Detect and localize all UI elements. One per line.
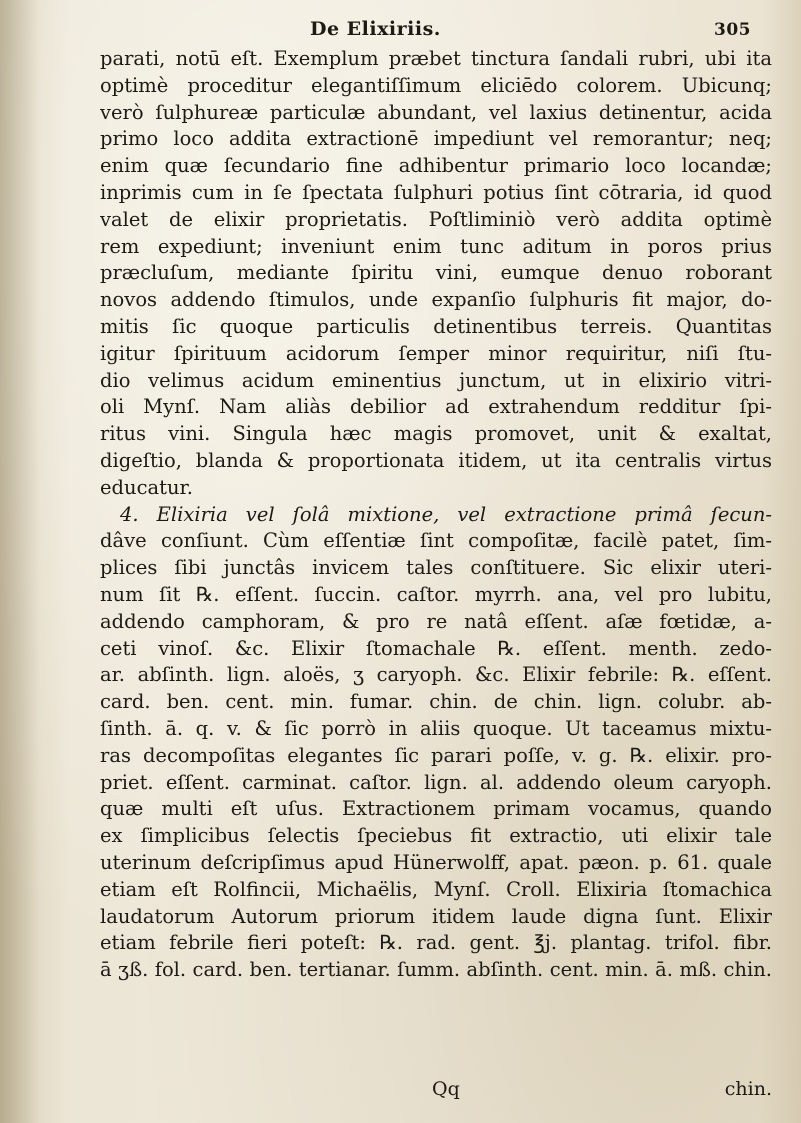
text-line: ſinth. ā. q. v. & ſic porrò in aliis quoque. Ut taceamus mixtu- [100,716,772,740]
text-line: verò ſulphureæ particulæ abundant, vel laxius detinentur, acida [100,100,772,124]
text-line: rem expediunt; inveniunt enim tunc aditum in poros prius [100,234,772,258]
text-line: præcluſum, mediante ſpiritu vini, eumque denuo roborant [100,261,772,285]
text-line: priet. eſſent. carminat. caſtor. lign. al. addendo oleum caryoph. [100,770,772,794]
section-heading-line: 4. Elixiria vel ſolâ mixtione, vel extractione primâ ſecun- [120,502,772,526]
text-line: oli Mynſ. Nam aliàs debilior ad extrahendum redditur ſpi- [100,395,772,419]
text-line: laudatorum Autorum priorum itidem laude digna ſunt. Elixir [100,904,772,928]
text-line: primo loco addita extractionē impediunt vel remorantur; neq; [100,127,772,151]
text-line: novos addendo ſtimulos, unde expanſio ſulphuris fit major, do- [100,288,772,312]
page-header [100,14,756,48]
page-footer [100,1078,772,1106]
text-line: num ſit ℞. eſſent. ſuccin. caſtor. myrrh. ana, vel pro lubitu, [100,582,772,606]
signature-mark: Qq [432,1078,460,1100]
text-line: uterinum deſcripſimus apud Hünerwolff, apat. pæon. p. 61. quale [100,850,772,874]
text-line: card. ben. cent. min. fumar. chin. de chin. lign. colubr. ab- [100,690,772,714]
page-number: 305 [714,20,751,40]
text-line: enim quæ ſecundario fine adhibentur primario loco locandæ; [100,154,772,178]
text-line: educatur. [100,475,193,499]
text-line: etiam febrile fieri poteſt: ℞. rad. gent. ℥j. plantag. trifol. fibr. [100,931,772,955]
text-line: etiam eſt Rolfincii, Michaëlis, Mynſ. Croll. Elixiria ſtomachica [100,877,772,901]
text-line: ex ſimplicibus ſelectis ſpeciebus fit extractio, uti elixir tale [100,824,772,848]
text-line: inprimis cum in ſe ſpectata ſulphuri potius ſint cōtraria, id quod [100,180,772,204]
running-head: De Elixiriis. [310,18,441,40]
text-line: ritus vini. Singula hæc magis promovet, unit & exaltat, [100,422,772,446]
text-line: ceti vinoſ. &c. Elixir ſtomachale ℞. eſſent. menth. zedo- [100,636,772,660]
text-line: ar. abſinth. lign. aloës, ʒ caryoph. &c. Elixir febrile: ℞. eſſent. [100,663,772,687]
text-line: digeſtio, blanda & proportionata itidem, ut ita centralis virtus [100,448,772,472]
text-line: mitis ſic quoque particulis detinentibus terreis. Quantitas [100,314,772,338]
body-text [100,46,772,984]
text-line: ā ʒß. fol. card. ben. tertianar. ſumm. abſinth. cent. min. ā. mß. chin. [100,958,772,982]
text-line: plices ſibi junctâs invicem tales conſtituere. Sic elixir uteri- [100,556,772,580]
text-line: dio velimus acidum eminentius junctum, ut in elixirio vitri- [100,368,772,392]
text-line: optimè proceditur elegantiſſimum eliciēdo colorem. Ubicunq; [100,73,772,97]
text-line: ras decompoſitas elegantes ſic parari poſſe, v. g. ℞. elixir. pro- [100,743,772,767]
text-line: dâve conſiunt. Cùm eſſentiæ ſint compoſitæ, facilè patet, ſim- [100,529,772,553]
text-line: parati, notū eſt. Exemplum præbet tinctura ſandali rubri, ubi ita [100,47,772,70]
text-line: valet de elixir proprietatis. Poſtliminiò verò addita optimè [100,207,772,231]
catchword: chin. [724,1078,772,1100]
text-line: addendo camphoram, & pro re natâ eſſent. aſæ fœtidæ, a- [100,609,772,633]
text-line: quæ multi eſt uſus. Extractionem primam vocamus, quando [100,797,772,821]
text-line: igitur ſpirituum acidorum ſemper minor requiritur, niſi ſtu- [100,341,772,365]
